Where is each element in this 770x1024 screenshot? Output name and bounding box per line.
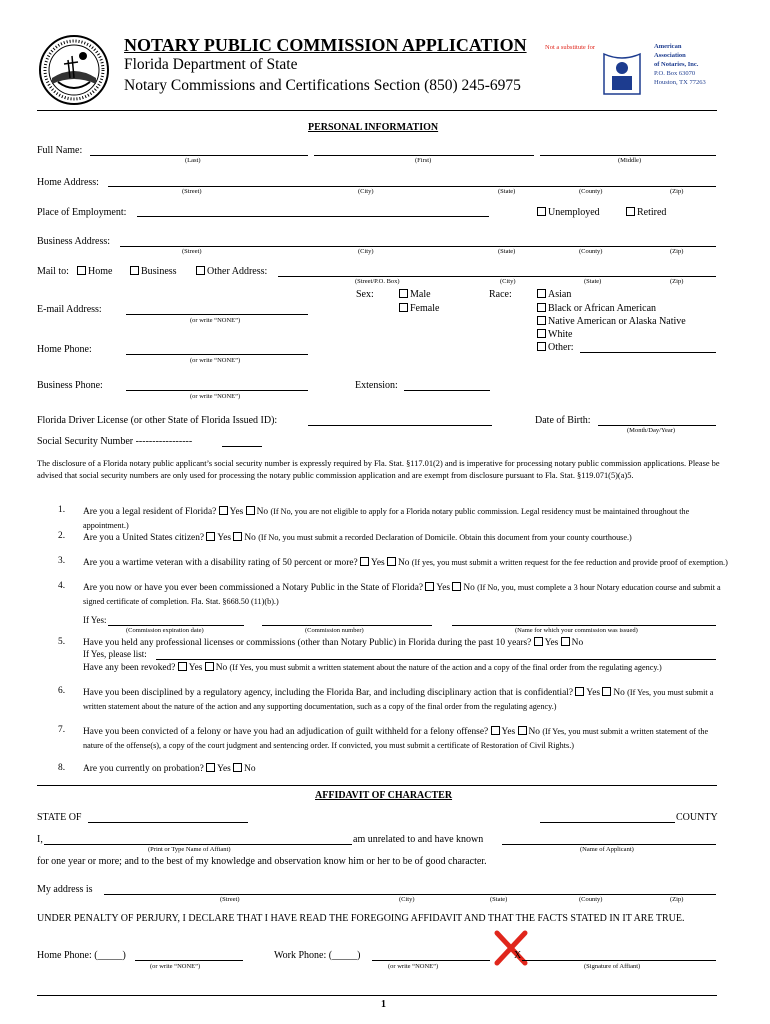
q5-yes-checkbox[interactable]: Yes xyxy=(534,638,559,648)
race-black-checkbox[interactable]: Black or African American xyxy=(537,303,656,314)
affiant-home-phone-field[interactable] xyxy=(135,960,243,961)
perjury-statement: UNDER PENALTY OF PERJURY, I DECLARE THAT I HAVE READ THE FOREGOING AFFIDAVIT AND THAT THE FACTS STATED IN IT ARE TRUE. xyxy=(37,913,685,924)
q6-no-checkbox[interactable]: No xyxy=(602,688,624,698)
race-other-field[interactable] xyxy=(580,352,716,353)
q3: Are you a wartime veteran with a disability rating of 50 percent or more? Yes No (If yes, you must submit a written request for the fee reduction and provide proof of exemption.) xyxy=(83,558,728,568)
home-phone-field[interactable] xyxy=(126,354,308,355)
other-zip-caption: (Zip) xyxy=(670,278,684,285)
county-field[interactable] xyxy=(540,822,675,823)
q4: Are you now or have you ever been commissioned a Notary Public in the State of Florida? Yes No (If No, you, must complete a 3 hour Notary education course and submit a signed certificate of completion. Fla. Stat. §668.50 (11)(b).) xyxy=(83,583,721,606)
ssn-disclosure: The disclosure of a Florida notary public applicant’s social security number is expressly required by Fla. Stat. §117.01(2) and is imperative for processing notary public commission applications. Please be advised that social security numbers are only used for processing the notary public commission application and are exempt from disclosure pursuant to Fla. Stat. §119.071(5)(a)5. xyxy=(37,459,720,480)
license-field[interactable] xyxy=(308,425,492,426)
q2-no-checkbox[interactable]: No xyxy=(233,533,255,543)
license-label: Florida Driver License (or other State of Florida Issued ID): xyxy=(37,415,278,426)
home-address-label: Home Address: xyxy=(37,177,99,188)
my-address-label: My address is xyxy=(37,884,93,895)
middle-name-field[interactable] xyxy=(540,155,716,156)
q4-yes-checkbox[interactable]: Yes xyxy=(425,583,450,593)
dob-caption: (Month/Day/Year) xyxy=(627,427,676,434)
q6: Have you been disciplined by a regulatory agency, including the Florida Bar, and including disciplinary action that is confidential? Yes No (If Yes, you must submit a written statement about the nature of the action and any supporting documentation, such as a copy of the final order from the regulating agency.) xyxy=(83,688,714,711)
aff-zip-caption: (Zip) xyxy=(670,896,684,903)
race-native-checkbox[interactable]: Native American or Alaska Native xyxy=(537,316,686,327)
business-address-field[interactable] xyxy=(120,246,716,247)
female-checkbox[interactable]: Female xyxy=(399,303,439,314)
other-address-field[interactable] xyxy=(278,276,716,277)
sex-label: Sex: xyxy=(356,289,374,300)
q5-list-field[interactable] xyxy=(156,659,716,660)
applicant-name-caption: (Name of Applicant) xyxy=(580,846,634,853)
q4-if-yes: If Yes: xyxy=(83,615,107,625)
retired-checkbox[interactable]: Retired xyxy=(626,207,666,218)
other-city-caption: (City) xyxy=(500,278,516,285)
aff-street-caption: (Street) xyxy=(220,896,240,903)
biz-street-caption: (Street) xyxy=(182,248,202,255)
applicant-name-field[interactable] xyxy=(502,844,716,845)
q8-no-checkbox[interactable]: No xyxy=(233,764,255,774)
business-phone-caption: (or write “NONE”) xyxy=(190,393,241,400)
affiant-address-field[interactable] xyxy=(104,894,716,895)
footer-divider xyxy=(37,995,717,996)
home-state-caption: (State) xyxy=(498,188,516,195)
county-label: COUNTY xyxy=(676,812,718,823)
male-checkbox[interactable]: Male xyxy=(399,289,431,300)
signature-caption: (Signature of Affiant) xyxy=(584,963,641,970)
middle-caption: (Middle) xyxy=(618,157,642,164)
knowledge-text: for one year or more; and to the best of my knowledge and observation know him or her to be of good character. xyxy=(37,856,487,867)
q7-no-checkbox[interactable]: No xyxy=(518,727,540,737)
notary-logo-icon xyxy=(602,50,642,96)
commission-number-field[interactable] xyxy=(262,625,432,626)
dob-field[interactable] xyxy=(598,425,716,426)
logo-tagline: Not a substitute for xyxy=(545,44,596,51)
first-caption: (First) xyxy=(415,157,432,164)
ssn-label: Social Security Number ----------------- xyxy=(37,436,193,447)
q4-number: 4. xyxy=(58,581,66,591)
dob-label: Date of Birth: xyxy=(535,415,591,426)
name-caption: (Name for which your commission was issued) xyxy=(515,627,638,634)
affiant-name-field[interactable] xyxy=(44,844,352,845)
last-caption: (Last) xyxy=(185,157,201,164)
full-name-label: Full Name: xyxy=(37,145,83,156)
aff-county-caption: (County) xyxy=(579,896,603,903)
home-address-field[interactable] xyxy=(108,186,716,187)
affiant-home-phone-label: Home Phone: (_____) xyxy=(37,950,126,961)
biz-county-caption: (County) xyxy=(579,248,603,255)
email-label: E-mail Address: xyxy=(37,304,102,315)
florida-state-seal xyxy=(38,34,110,106)
num-caption: (Commission number) xyxy=(305,627,364,634)
q6-yes-checkbox[interactable]: Yes xyxy=(575,688,600,698)
q2-yes-checkbox[interactable]: Yes xyxy=(206,533,231,543)
email-field[interactable] xyxy=(126,314,308,315)
extension-field[interactable] xyxy=(404,390,490,391)
q1-yes-checkbox[interactable]: Yes xyxy=(219,507,244,517)
mail-other-checkbox[interactable]: Other Address: xyxy=(196,266,267,277)
race-label: Race: xyxy=(489,289,512,300)
affiant-work-phone-label: Work Phone: (_____) xyxy=(274,950,361,961)
biz-state-caption: (State) xyxy=(498,248,516,255)
q7-number: 7. xyxy=(58,725,66,735)
mail-home-checkbox[interactable]: Home xyxy=(77,266,112,277)
department-name: Florida Department of State xyxy=(124,56,298,73)
mail-business-checkbox[interactable]: Business xyxy=(130,266,177,277)
q2: Are you a United States citizen? Yes No (If No, you must submit a recorded Declaration of Domicile. Obtain this document from your county courthouse.) xyxy=(83,533,632,543)
commission-name-field[interactable] xyxy=(452,625,716,626)
q4-no-checkbox[interactable]: No xyxy=(452,583,474,593)
mail-to-label: Mail to: xyxy=(37,266,69,277)
q5: Have you held any professional licenses or commissions (other than Notary Public) in Florida during the past 10 years? Yes No xyxy=(83,638,584,648)
unrelated-text: am unrelated to and have known xyxy=(353,834,484,845)
state-of-label: STATE OF xyxy=(37,812,82,823)
aff-home-phone-caption: (or write “NONE”) xyxy=(150,963,201,970)
biz-zip-caption: (Zip) xyxy=(670,248,684,255)
signature-field[interactable] xyxy=(522,960,716,961)
q3-number: 3. xyxy=(58,556,66,566)
q5-number: 5. xyxy=(58,637,66,647)
race-white-checkbox[interactable]: White xyxy=(537,329,572,340)
q3-yes-checkbox[interactable]: Yes xyxy=(360,558,385,568)
personal-info-heading: PERSONAL INFORMATION xyxy=(308,122,439,133)
q8-yes-checkbox[interactable]: Yes xyxy=(206,764,231,774)
header-divider xyxy=(37,110,717,111)
unemployed-checkbox[interactable]: Unemployed xyxy=(537,207,600,218)
business-phone-label: Business Phone: xyxy=(37,380,103,391)
home-phone-caption: (or write “NONE”) xyxy=(190,357,241,364)
q8-number: 8. xyxy=(58,763,66,773)
home-county-caption: (County) xyxy=(579,188,603,195)
q7-yes-checkbox[interactable]: Yes xyxy=(491,727,516,737)
business-address-label: Business Address: xyxy=(37,236,111,247)
q8: Are you currently on probation? Yes No xyxy=(83,764,256,774)
employment-field[interactable] xyxy=(137,216,489,217)
q5-no-checkbox[interactable]: No xyxy=(561,638,583,648)
q1: Are you a legal resident of Florida? Yes No (If No, you are not eligible to apply for a Florida notary public commission. Legal residency must be maintained throughout the appointment.) xyxy=(83,507,690,530)
race-other-checkbox[interactable]: Other: xyxy=(537,342,574,353)
extension-label: Extension: xyxy=(355,380,398,391)
aff-work-phone-caption: (or write “NONE”) xyxy=(388,963,439,970)
revoked-no-checkbox[interactable]: No xyxy=(205,663,227,673)
q1-number: 1. xyxy=(58,505,66,515)
signature-x: X xyxy=(514,950,522,961)
state-of-field[interactable] xyxy=(88,822,248,823)
q1-no-checkbox[interactable]: No xyxy=(246,507,268,517)
q3-no-checkbox[interactable]: No xyxy=(387,558,409,568)
logo-org: American Association of Notaries, Inc. P.O. Box 63070 Houston, TX 77263 xyxy=(654,43,706,86)
q7: Have you been convicted of a felony or have you had an adjudication of guilt withheld for a felony offense? Yes No (If Yes, you must submit a written statement of the nature of the offense(s), a copy of the court judgment and sentencing order. If convicted, you must submit a certificate of Restoration of Civil Rights.) xyxy=(83,727,709,750)
revoked-yes-checkbox[interactable]: Yes xyxy=(178,663,203,673)
form-title: NOTARY PUBLIC COMMISSION APPLICATION xyxy=(124,35,527,55)
business-phone-field[interactable] xyxy=(126,390,308,391)
employment-label: Place of Employment: xyxy=(37,207,127,218)
race-asian-checkbox[interactable]: Asian xyxy=(537,289,571,300)
aff-state-caption: (State) xyxy=(490,896,508,903)
affidavit-divider xyxy=(37,785,717,786)
aff-city-caption: (City) xyxy=(399,896,415,903)
home-phone-label: Home Phone: xyxy=(37,344,92,355)
last-name-field[interactable] xyxy=(90,155,308,156)
q5-list-label: If Yes, please list: xyxy=(83,649,147,659)
email-caption: (or write “NONE”) xyxy=(190,317,241,324)
affidavit-heading: AFFIDAVIT OF CHARACTER xyxy=(315,790,453,801)
print-name-caption: (Print or Type Name of Affiant) xyxy=(148,846,231,853)
commission-expiration-field[interactable] xyxy=(108,625,244,626)
q5-revoked: Have any been revoked? Yes No (If Yes, you must submit a written statement about the nature of the action and a copy of the final order from the regulating agency.) xyxy=(83,663,662,673)
q2-number: 2. xyxy=(58,531,66,541)
affiant-work-phone-field[interactable] xyxy=(372,960,490,961)
exp-caption: (Commission expiration date) xyxy=(126,627,204,634)
q6-number: 6. xyxy=(58,686,66,696)
ssn-field[interactable] xyxy=(222,446,262,447)
other-street-caption: (Street/P.O. Box) xyxy=(355,278,400,285)
biz-city-caption: (City) xyxy=(358,248,374,255)
home-street-caption: (Street) xyxy=(182,188,202,195)
page-number: 1 xyxy=(381,999,386,1010)
home-zip-caption: (Zip) xyxy=(670,188,684,195)
affiant-i-label: I, xyxy=(37,834,43,845)
home-city-caption: (City) xyxy=(358,188,374,195)
other-state-caption: (State) xyxy=(584,278,602,285)
first-name-field[interactable] xyxy=(314,155,534,156)
section-name: Notary Commissions and Certifications Section (850) 245-6975 xyxy=(124,77,521,94)
